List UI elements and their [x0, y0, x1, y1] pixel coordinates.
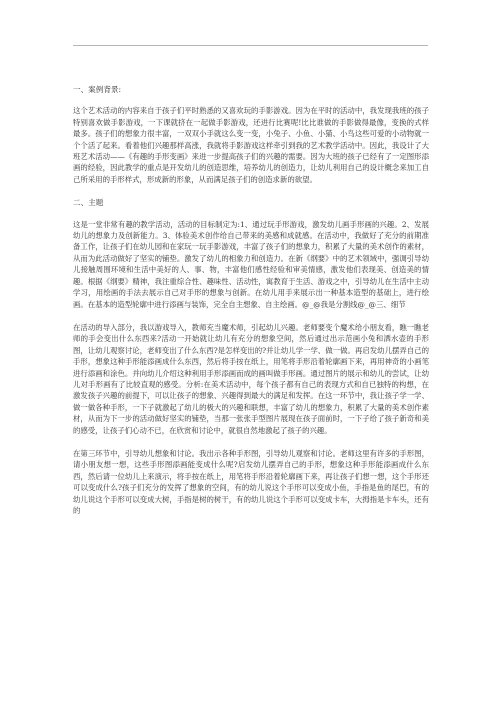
paragraph-details-intro: 在活动的导入部分，我以游戏导入，教师充当魔术师，引起幼儿兴趣。老师要变个魔术给小朋友看，瞧一瞧老师的手会变出什么东西来?活动一开始就让幼儿有充分的想象空间，然后通过出示范画小兔和洒水壶的手形图，让幼儿观察讨论，老师变出了什么东西?是怎样变出的?并让幼儿学一学、做一做。再启发幼儿摆弄自己的手形，想象这种手形能添画成什么东西，然后将手按在纸上，用笔将手形沿着轮廓画下来，再用神奇的小画笔进行添画和涂色。并向幼儿介绍这种利用手形添画而成的画叫做手形画。通过图片的展示和幼儿的尝试，让幼儿对手形画有了比较直观的感受。分析:在美术活动中，每个孩子都有自己的表现方式和自已独特的构想，在激发孩子兴趣的前提下，可以让孩子的想象、兴趣得到最大的满足和发挥。在这一环节中，我让孩子学一学、做一做各种手形，一下子就激起了幼儿的极大的兴趣和联想，丰富了幼儿的想象力，积累了大量的美术创作素材，从而为下一步的活动做好坚实的铺垫，当那一张张手型图片展现在孩子面前时，一下子给了孩子新奇和美的感受，让孩子们心动不已，在欣赏和讨论中，就很自然地激起了孩子的兴趣。 [73, 322, 429, 435]
document-body [73, 84, 429, 528]
paragraph-details-third-step: 在第三环节中，引导幼儿想象和讨论。我出示各种手形图，引导幼儿观察和讨论。老师这里有许多的手形图，请小朋友想一想，这些手形图添画能变成什么呢?启发幼儿摆弄自己的手形，想象这种手形能添画成什么东西，然后请一位幼儿上来演示，将手按在纸上，用笔将手形沿着轮廓画下来，再让孩子们想一想，这个手形还可以变成什么?孩子们充分的发挥了想象的空间，有的幼儿说这个手形可以变成小鱼，手指是鱼的尾巴，有的幼儿说这个手形可以变成大树，手指是树的树干，有的幼儿说这个手形可以变成卡车，大拇指是卡车头，还有的 [73, 448, 429, 515]
section-heading-theme: 二、主题 [73, 198, 104, 208]
header-rule [73, 45, 428, 46]
paragraph-theme: 这是一堂非常有趣的教学活动，活动的目标制定为:1、通过玩手形游戏，激发幼儿画手形画的兴趣。2、发展幼儿的想象力及创新能力。3、体验美术创作给自己带来的美感和成就感。在活动中，我做好了充分的前期准备工作，让孩子们在幼儿园和在家玩一玩手影游戏，丰富了孩子们的想象力，积累了大量的美术创作的素材，从而为此活动做好了坚实的铺垫。激发了幼儿的相象力和创造力。在新《纲要》中的艺术领域中，强调引导幼儿接触周围环境和生活中美好的人、事、物，丰富他们感性经验和审美情感，激发他们表现美、创造美的情趣。根据《纲要》精神，我注重综合性、趣味性、活动性，寓教育于生活、游戏之中，引导幼儿在生活中主动学习，用绘画的手法去展示自己对手形的想象与创新。在幼儿用手来展示出一种基本造型的基础上，进行绘画。在基本的造型轮廓中进行添画与装饰，完全自主想象、自主绘画。@_@我是分割线@_@三、细节 [73, 219, 429, 309]
paragraph-background: 这个艺术活动的内容来自于孩子们平时熟悉的又喜欢玩的手影游戏。因为在平时的活动中，我发现我班的孩子特别喜欢做手影游戏，一下课就挤在一起做手影游戏，还进行比赛呢!比比谁做的手影做得最像，变换的式样最多。孩子们的想象力很丰富，一双双小手就这么变一变，小兔子、小鱼、小猫、小鸟这些可爱的小动物就一个个活了起来。看着他们兴趣那样高涨，我就将手影游戏这样牵引到我的艺术教学活动中。因此，我设计了大班艺术活动——《有趣的手形变画》来进一步提高孩子们的兴趣的需要。因为大班的孩子已经有了一定图形添画的经验，因此教学的重点是开发幼儿的创造思维，培养幼儿的创造力，让幼儿利用自己的设计概念来加工自己所采用的手形样式，形成新的形象，从而满足孩子们的创造求新的欲望。 [73, 106, 429, 184]
section-heading-background: 一、案例背景: [73, 85, 122, 94]
